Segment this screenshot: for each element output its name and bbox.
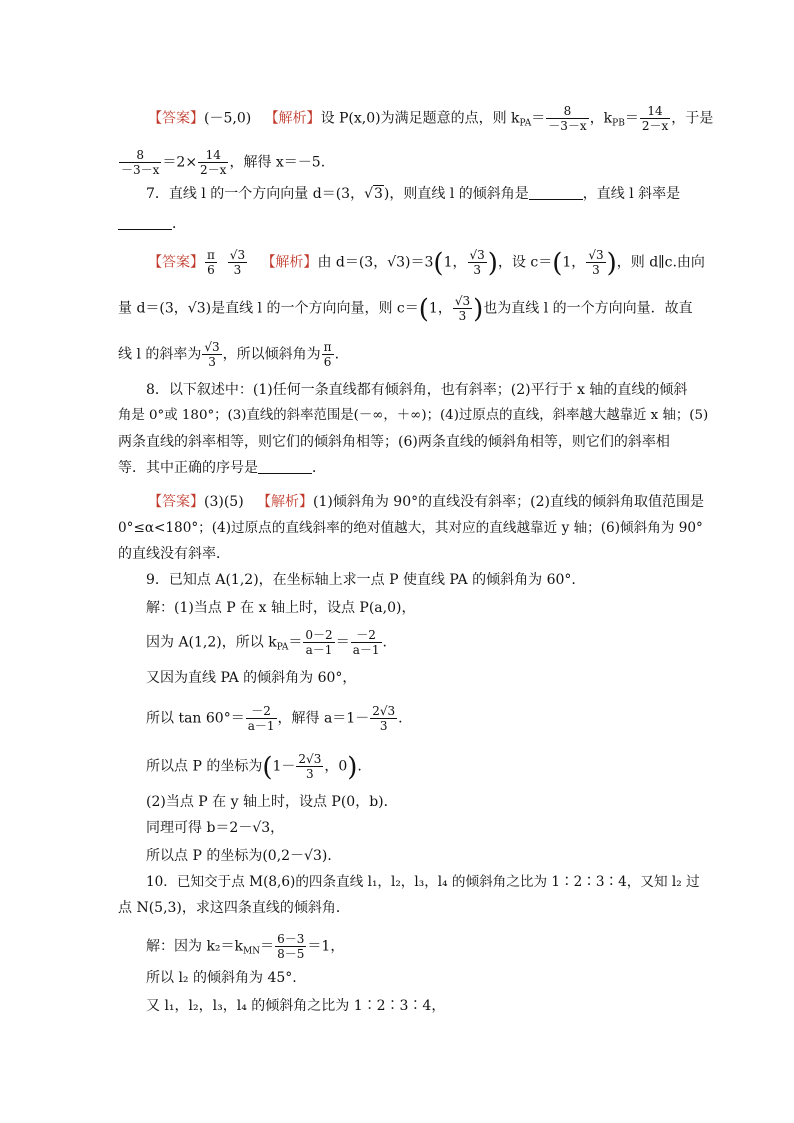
- q7-answer-label: 【答案】: [148, 254, 204, 271]
- q10-frac1: [275, 932, 306, 961]
- q7-ans-slope-num: √3: [229, 248, 246, 262]
- q6-text5: ，解得 x＝－5.: [229, 154, 326, 171]
- analysis-label: 【解析】: [264, 110, 321, 127]
- q7-an6: 也为直线 l 的一个方向向量．故直: [483, 300, 693, 317]
- q10-s2: 所以 l₂ 的倾斜角为 45°.: [146, 970, 297, 986]
- q6-frac4-den: 2－x: [200, 163, 227, 177]
- q8-line4: [118, 458, 326, 478]
- q6-eq: ＝: [531, 110, 546, 127]
- paren-close-icon: ): [473, 294, 484, 325]
- q7-an4: ，则 d∥c.由向: [616, 254, 705, 271]
- q9-s8: 所以点 P 的坐标为(0,2－√3)．: [146, 848, 342, 864]
- q6-frac2: [640, 104, 670, 133]
- q8-analysis-line2: 0°≤α<180°；(4)过原点的直线斜率的绝对值越大，其对应的直线越靠近 y 轴；(6)倾斜角为 90°: [118, 520, 703, 536]
- q7-an-frac5: [322, 340, 334, 369]
- q6-frac3-den: －3－x: [121, 163, 160, 177]
- q7-analysis-label: 【解析】: [261, 254, 318, 271]
- q6-text4: ＝2×: [162, 154, 198, 171]
- q9-s5c: ，0: [324, 758, 348, 775]
- q7-answer-line: [148, 248, 705, 277]
- q6-answer: (－5,0): [204, 110, 252, 127]
- q9-s3: 又因为直线 PA 的倾斜角为 60°，: [146, 670, 357, 686]
- q7-an-frac1-den: 3: [473, 263, 481, 277]
- q7-an-frac1-num: √3: [469, 248, 485, 262]
- q9-dot: .: [382, 634, 387, 651]
- sqrt-icon: √3: [364, 186, 383, 202]
- q7-stem2: )，则直线 l 的倾斜角是: [383, 186, 529, 202]
- paren-open-icon: (: [552, 248, 563, 279]
- q9-frac5-den: 3: [306, 767, 314, 781]
- q9-frac1-den: a－1: [305, 643, 333, 657]
- q8-answer: (3)(5): [204, 494, 244, 510]
- q8-line1: 8．以下叙述中：(1)任何一条直线都有倾斜角，也有斜率；(2)平行于 x 轴的直线的倾斜: [146, 382, 688, 398]
- q7-an-frac3-den: 3: [458, 309, 467, 323]
- q9-dot2: .: [398, 710, 403, 727]
- q8-line3: 两条直线的斜率相等，则它们的倾斜角相等；(6)两条直线的倾斜角相等，则它们的斜率相: [118, 434, 670, 450]
- q7-stem1: 7．直线 l 的一个方向向量 d＝(3，: [146, 186, 365, 202]
- q7-an7: 线 l 的斜率为: [118, 346, 202, 363]
- q7-ans-angle-den: 6: [207, 263, 215, 277]
- q7-analysis-line2: [118, 294, 693, 323]
- q9-frac1-num: 0－2: [305, 628, 333, 642]
- q7-an-frac3: [453, 294, 472, 323]
- q7-an-frac4-num: √3: [204, 340, 220, 354]
- q9-frac1: [303, 628, 334, 657]
- q7-stem3: ，直线 l 斜率是: [582, 186, 681, 202]
- q9-s2-sub: PA: [276, 642, 289, 653]
- q10-frac1-num: 6－3: [277, 932, 305, 946]
- q6-frac3-num: 8: [119, 148, 161, 163]
- q9-s4b: ，解得 a＝1－: [277, 710, 370, 727]
- q6-sub-pb: PB: [612, 118, 625, 129]
- q9-frac3-den: a－1: [247, 719, 275, 733]
- q7-an-frac1: [468, 248, 487, 277]
- q6-answer-line: [148, 104, 713, 133]
- q8-blank: [258, 459, 312, 474]
- q9-dot3: .: [357, 758, 362, 775]
- q7-an3: ，设 c＝: [497, 254, 553, 271]
- q9-s2: 因为 A(1,2)，所以 $k_{PA}=$ $\frac{0-2}{a-1}$ ＝ $\frac{-2}{a-1}$ .: [146, 628, 387, 657]
- q9-frac3: [246, 704, 277, 733]
- q9-s5: [146, 752, 362, 781]
- q7-ans-angle: [205, 248, 217, 277]
- q7-an-frac4: [202, 340, 221, 369]
- q7-period: ．: [172, 216, 186, 232]
- q9-frac5: [296, 752, 323, 781]
- q6-text3: ，于是: [671, 110, 714, 127]
- q8-l4b: ．: [312, 460, 326, 476]
- q7-an-frac5-num: π: [323, 340, 332, 354]
- q6-frac2-num: 14: [640, 104, 670, 119]
- q10-line1: 10．已知交于点 M(8,6)的四条直线 l₁，l₂，l₃，l₄ 的倾斜角之比为 1∶2∶3∶4，又知 l₂ 过: [146, 874, 700, 890]
- q7-ans-slope-den: 3: [233, 263, 242, 277]
- q8-answer-label: 【答案】: [148, 494, 204, 510]
- paren-close-icon: ): [606, 248, 617, 279]
- q8-line2: 角是 0°或 180°；(3)直线的斜率范围是(－∞，＋∞)；(4)过原点的直线，斜率越大越靠近 x 轴；(5): [118, 408, 709, 423]
- q6-text2: ，k: [589, 110, 613, 127]
- q9-frac2: [351, 628, 382, 657]
- q6-line2: [118, 148, 325, 177]
- q6-frac1: [546, 104, 588, 133]
- q9-frac2-den: a－1: [352, 643, 380, 657]
- q10-s1a: 解：因为 k₂＝k: [146, 938, 244, 955]
- q7-ans-angle-num: π: [207, 248, 215, 262]
- q9-frac4: [370, 704, 397, 733]
- q6-sub-pa: PA: [519, 118, 532, 129]
- q7-an2b: 1，: [562, 254, 586, 271]
- q6-frac1-num: 8: [546, 104, 588, 119]
- paren-open-icon: (: [418, 294, 429, 325]
- q8-a1: (1)倾斜角为 90°的直线没有斜率；(2)直线的倾斜角取值范围是: [313, 494, 704, 510]
- q7-an-frac3-num: √3: [454, 294, 471, 308]
- q7-an5: 量 d＝(3，√3)是直线 l 的一个方向向量，则 c＝: [118, 300, 419, 317]
- q6-frac4-num: 14: [198, 148, 228, 163]
- paren-close-icon: ): [487, 248, 498, 279]
- paren-close-icon: ): [347, 752, 358, 783]
- q7-sqrt3: 3: [374, 186, 383, 202]
- q7-blank2: [118, 215, 172, 230]
- q7-an-frac4-den: 3: [208, 355, 216, 369]
- q10-s1-sub: MN: [243, 946, 261, 957]
- q8-answer-line: [148, 492, 704, 512]
- q9-s1: 解：(1)当点 P 在 x 轴上时，设点 P(a,0)，: [146, 600, 416, 616]
- q9-stem: 9．已知点 A(1,2)，在坐标轴上求一点 P 使直线 PA 的倾斜角为 60°.: [146, 572, 576, 588]
- q9-s5b: 1－: [272, 758, 296, 775]
- q9-frac4-den: 3: [379, 719, 388, 733]
- q9-frac5-num: 2√3: [298, 752, 322, 766]
- q8-analysis-label: 【解析】: [257, 494, 314, 510]
- q6-frac3: [119, 148, 161, 177]
- q10-s1: 解：因为 $k_2=k_{MN}=$ $\frac{6-3}{8-5}$ ＝1，: [146, 932, 345, 961]
- q7-an-frac2: [586, 248, 605, 277]
- paren-open-icon: (: [433, 248, 444, 279]
- q7-an9: .: [334, 346, 340, 363]
- q7-analysis-line3: [118, 340, 339, 369]
- q7-blank1: [529, 185, 583, 200]
- q6-text1: 设 P(x,0)为满足题意的点，则 k: [320, 110, 520, 127]
- paren-open-icon: (: [262, 752, 273, 783]
- q9-s4a: 所以 tan 60°＝: [146, 710, 245, 727]
- q6-eq2: ＝: [624, 110, 639, 127]
- q6-frac4: [198, 148, 228, 177]
- q10-line2: 点 N(5,3)，求这四条直线的倾斜角．: [118, 900, 350, 916]
- q7-an-frac5-den: 6: [323, 355, 332, 369]
- q6-frac1-den: －3－x: [548, 119, 587, 133]
- q8-analysis-line3: 的直线没有斜率．: [118, 546, 230, 562]
- q7-an-frac2-den: 3: [592, 263, 600, 277]
- q7-stem-line2: [118, 214, 186, 234]
- q9-s7: 同理可得 b＝2－√3，: [146, 820, 285, 836]
- q10-s3: 又 l₁，l₂，l₃，l₄ 的倾斜角之比为 1∶2∶3∶4，: [146, 998, 446, 1014]
- q9-s4: [146, 704, 403, 733]
- q7-ans-slope: [228, 248, 247, 277]
- q7-stem-line1: [146, 184, 680, 204]
- q10-frac1-den: 8－5: [277, 947, 305, 961]
- q7-an8: ，所以倾斜角为: [222, 346, 321, 363]
- q9-s2a: 因为 A(1,2)，所以 k: [146, 634, 277, 651]
- q9-frac2-num: －2: [351, 628, 382, 643]
- q7-an2c: 1，: [428, 300, 452, 317]
- q7-an-frac2-num: √3: [588, 248, 604, 262]
- q7-an1: 由 d＝(3，√3)＝3: [317, 254, 434, 271]
- answer-label: 【答案】: [148, 110, 204, 127]
- q9-frac4-num: 2√3: [372, 704, 396, 718]
- q9-frac3-num: －2: [246, 704, 277, 719]
- q7-an2: 1，: [443, 254, 467, 271]
- q6-frac2-den: 2－x: [641, 119, 669, 133]
- q9-s6: (2)当点 P 在 y 轴上时，设点 P(0，b)．: [146, 794, 398, 810]
- q10-s1b: ＝1，: [307, 938, 345, 955]
- q8-l4: 等．其中正确的序号是: [118, 460, 258, 476]
- q9-s5a: 所以点 P 的坐标为: [146, 758, 263, 775]
